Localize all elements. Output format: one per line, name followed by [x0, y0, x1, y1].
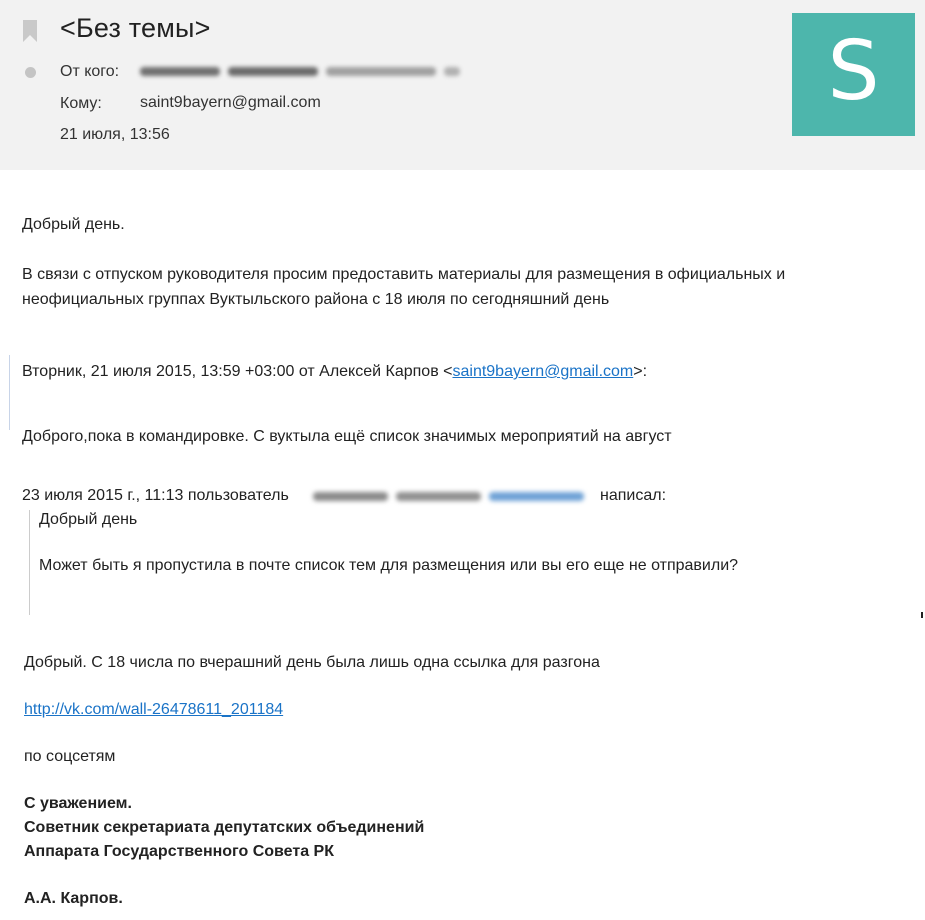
- quoted-sender-redacted: [313, 487, 598, 505]
- unread-dot-icon[interactable]: [25, 67, 36, 78]
- message-line-2: неофициальных группах Вуктыльского района с 18 июля по сегодняшний день: [22, 291, 610, 308]
- reply1-header: [22, 363, 647, 381]
- quote-line-1: Добрый день: [39, 511, 138, 528]
- reply1-header-suffix: >:: [633, 363, 648, 380]
- quote-line-2: Может быть я пропустила в почте список тем для размещения или вы его еще не отправили?: [39, 557, 739, 574]
- sender-redacted: [140, 62, 490, 80]
- signature-line-3: Аппарата Государственного Совета РК: [24, 843, 334, 860]
- reply2-header-suffix: написал:: [600, 487, 667, 504]
- to-label: Кому:: [60, 95, 102, 112]
- reply2-header-prefix: 23 июля 2015 г., 11:13 пользователь: [22, 487, 289, 504]
- reply1-text: Доброго,пока в командировке. С вуктыла ещё список значимых мероприятий на август: [22, 428, 672, 445]
- from-label: От кого:: [60, 63, 120, 80]
- quote-border: [9, 355, 10, 430]
- reply1-header-prefix: Вторник, 21 июля 2015, 13:59 +03:00 от Алексей Карпов <: [22, 363, 453, 380]
- message-line-1: В связи с отпуском руководителя просим предоставить материалы для размещения в официальных и: [22, 266, 786, 283]
- vk-link[interactable]: http://vk.com/wall-26478611_201184: [24, 701, 284, 718]
- bookmark-icon[interactable]: [23, 20, 37, 42]
- sender-avatar[interactable]: [792, 13, 915, 136]
- signature-line-1: С уважением.: [24, 795, 132, 812]
- reply1-email-link[interactable]: saint9bayern@gmail.com: [452, 363, 634, 380]
- message-greeting: Добрый день.: [22, 216, 125, 233]
- message-header: [0, 0, 925, 170]
- answer-line-1: Добрый. С 18 числа по вчерашний день была лишь одна ссылка для разгона: [24, 654, 600, 671]
- avatar-letter: S: [827, 23, 880, 119]
- answer-line-2: по соцсетям: [24, 748, 116, 765]
- signature-name: А.А. Карпов.: [24, 890, 123, 907]
- message-subject: <Без темы>: [60, 13, 211, 43]
- recipient-email[interactable]: saint9bayern@gmail.com: [140, 94, 321, 111]
- quote-border: [29, 510, 30, 615]
- message-date: 21 июля, 13:56: [60, 126, 170, 143]
- signature-line-2: Советник секретариата депутатских объединений: [24, 819, 425, 836]
- divider-mark: [921, 612, 923, 618]
